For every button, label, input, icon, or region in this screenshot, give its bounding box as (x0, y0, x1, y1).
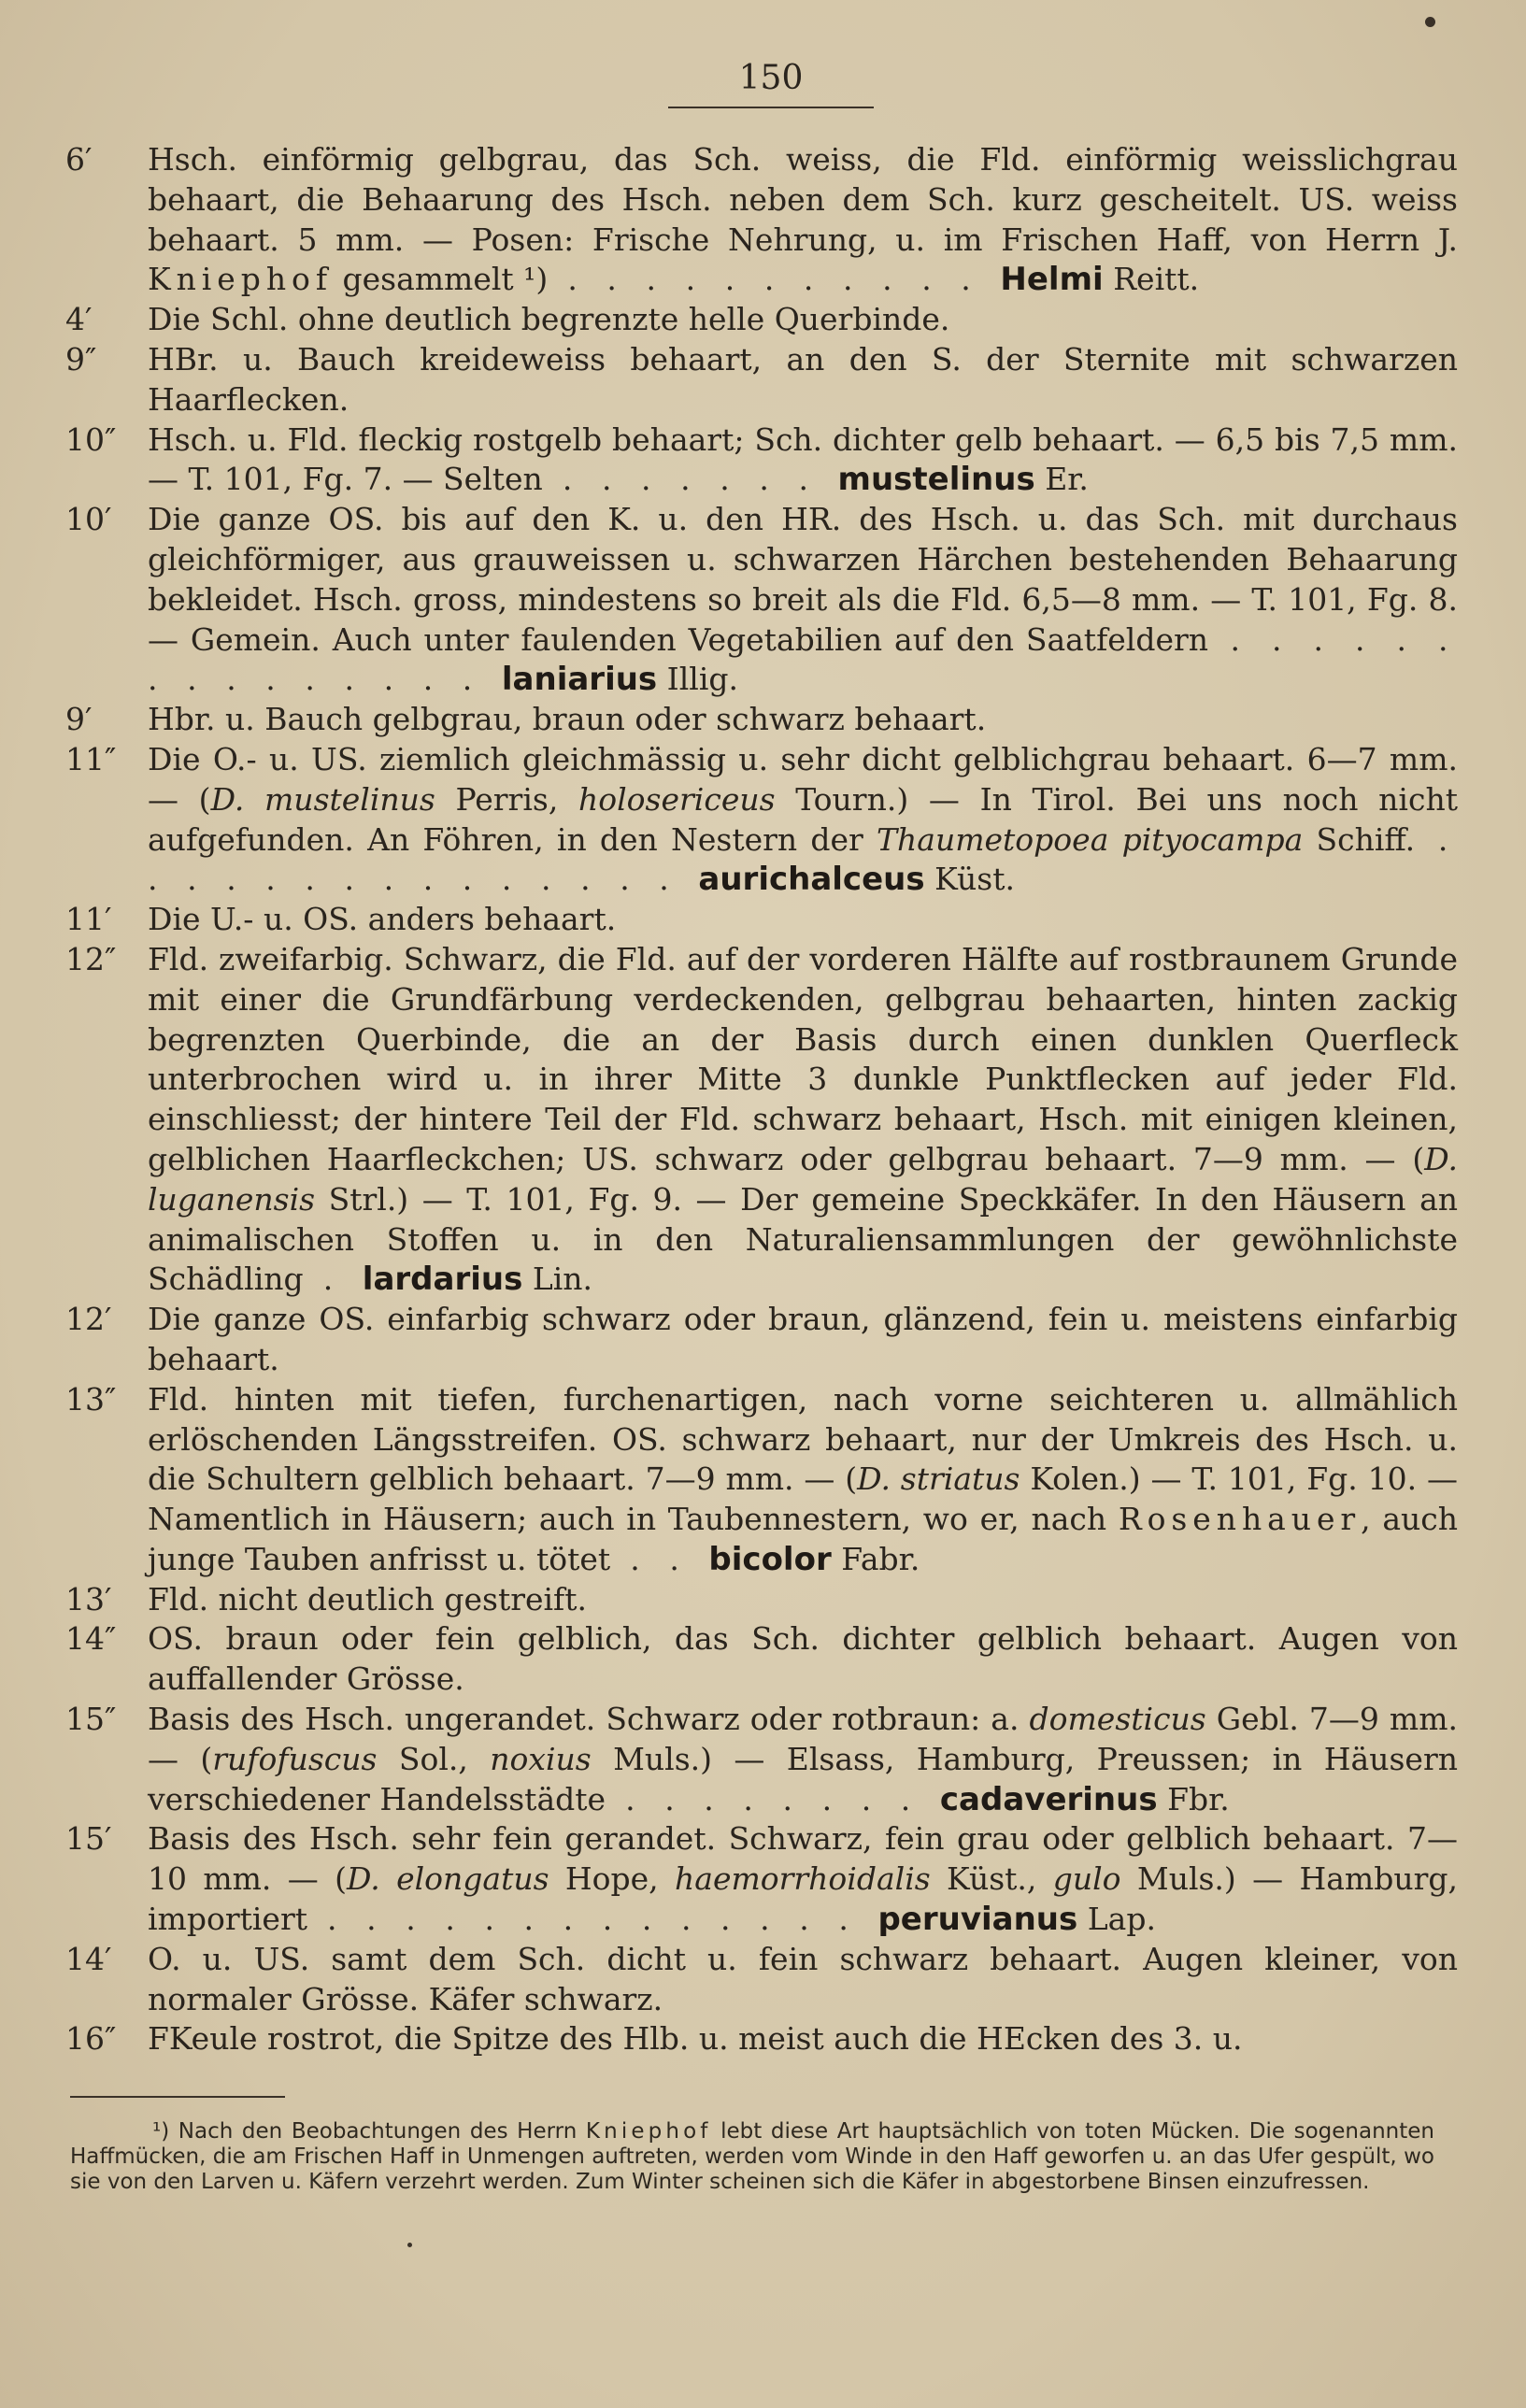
couplet-number: 12′ (65, 1301, 112, 1338)
key-entry (65, 1619, 1458, 1700)
entry-text-cont: Sol., (377, 1740, 491, 1777)
entry-text-cont: Schiff. (1303, 820, 1416, 858)
key-entry (65, 420, 1458, 501)
couplet-number: 10′ (65, 501, 112, 538)
entry-text: HBr. u. Bauch kreideweiss behaart, an den S. der Sternite mit schwarzen Haarflecken. (148, 340, 1458, 418)
species-author: Küst. (934, 861, 1015, 898)
key-entry (65, 1940, 1458, 2020)
entry-text: Die O.- u. US. ziemlich gleichmässig u. sehr dicht gelblichgrau behaart. 6—7 mm. — ( (148, 740, 1458, 818)
leader-dots: . . . . . . . . . . . . . . (307, 1901, 878, 1938)
collector-name: Rosenhauer (1118, 1501, 1362, 1538)
couplet-number: 10″ (65, 420, 117, 458)
species-name: cadaverinus (939, 1780, 1158, 1818)
species-name: bicolor (708, 1540, 832, 1578)
couplet-number: 11″ (65, 740, 117, 777)
entry-text-cont: Muls.) — Elsass, Hamburg, Preussen; in Häusern verschiedener Handelsstädte (148, 1740, 1458, 1817)
key-entry (65, 500, 1458, 700)
species-name: mustelinus (837, 461, 1035, 499)
entry-text: Die ganze OS. einfarbig schwarz oder braun, glänzend, fein u. meistens einfarbig behaart. (148, 1301, 1458, 1377)
species-name: peruvianus (877, 1901, 1078, 1939)
leader-dots: . (303, 1261, 363, 1298)
species-author: Reitt. (1113, 261, 1200, 298)
key-entry (65, 340, 1458, 420)
footnote-mark: ¹) (152, 2119, 170, 2144)
couplet-number: 6′ (65, 141, 93, 178)
entry-text: Fld. hinten mit tiefen, furchenartigen, nach vorne seichteren u. allmählich erlöschenden Längsstreifen. OS. schwarz behaart, nur der Umkreis des Hsch. u. die Schultern gelblich behaart. 7—9 mm. — ( (148, 1380, 1458, 1498)
entry-text-cont: Küst., (930, 1860, 1053, 1898)
leader-dots: . . . . . . . . . . . (548, 261, 1001, 298)
key-entry (65, 940, 1458, 1300)
entry-text-cont: Kolen.) — T. 101, Fg. 10. — Namentlich in Häusern; auch in Taubennestern, wo er, nach (148, 1460, 1458, 1538)
species-author: Er. (1045, 461, 1089, 498)
species-author: Fabr. (841, 1540, 920, 1577)
paper-speck (407, 2243, 412, 2247)
entry-text: FKeule rostrot, die Spitze des Hlb. u. meist auch die HEcken des 3. u. (148, 2020, 1243, 2058)
couplet-number: 13′ (65, 1580, 112, 1617)
species-author: Illig. (666, 661, 738, 698)
couplet-number: 11′ (65, 901, 112, 938)
key-entry (65, 300, 1458, 340)
key-entry (65, 740, 1458, 900)
entry-text: OS. braun oder fein gelblich, das Sch. dichter gelblich behaart. Augen von auffallender Grösse. (148, 1620, 1458, 1698)
synonym-name: gulo (1052, 1860, 1121, 1898)
entry-text: Fld. nicht deutlich gestreift. (148, 1580, 588, 1617)
key-entry (65, 1380, 1458, 1580)
page-number: 150 (668, 58, 874, 108)
entry-text-cont: , auch junge Tauben anfrisst u. tötet (148, 1501, 1458, 1577)
entry-text: Basis des Hsch. sehr fein gerandet. Schwarz, fein grau oder gelblich behaart. 7—10 mm. — ( (148, 1820, 1458, 1898)
entry-text-cont: Hope, (549, 1860, 676, 1898)
footnote-text-cont: lebt diese Art hauptsächlich von toten Mücken. Die sogenannten Haffmücken, die am Frischen Haff in Unmengen auftreten, werden vom Winde in den Haff geworfen u. an das Ufer gespült, wo sie von den Larven u. Käfern verzehrt werden. Zum Winter scheinen sich die Käfer in abgestorbene Binsen einzufressen. (70, 2119, 1434, 2194)
couplet-number: 15′ (65, 1820, 112, 1858)
entry-text-cont: Strl.) — T. 101, Fg. 9. — Der gemeine Speckkäfer. In den Häusern an animalischen Stoffen u. in den Naturaliensammlungen der gewöhnlichste Schädling (148, 1180, 1458, 1298)
leader-dots: . . . . . . . . . . . . . . . (148, 620, 1458, 698)
key-entry (65, 1819, 1458, 1939)
entry-text: Hbr. u. Bauch gelbgrau, braun oder schwarz behaart. (148, 701, 987, 738)
synonym-name: D. luganensis (148, 1140, 1458, 1218)
entry-text: Die ganze OS. bis auf den K. u. den HR. des Hsch. u. das Sch. mit durchaus gleichförmiger, aus grauweissen u. schwarzen Härchen bestehenden Behaarung bekleidet. Hsch. gross, mindestens so breit als die Fld. 6,5—8 mm. — T. 101, Fg. 8. — Gemein. Auch unter faulenden Vegetabilien auf den Saatfeldern (148, 501, 1458, 658)
key-entry (65, 1700, 1458, 1819)
species-name: Helmi (1000, 261, 1104, 299)
key-entry (65, 1300, 1458, 1380)
couplet-number: 15″ (65, 1701, 117, 1738)
species-author: Lin. (532, 1261, 593, 1298)
paper-speck (1425, 17, 1435, 27)
couplet-number: 9′ (65, 701, 93, 738)
couplet-number: 16″ (65, 2020, 117, 2058)
footnote-divider (70, 2096, 285, 2098)
entry-text-cont: gesammelt ¹) (332, 261, 549, 298)
leader-dots: . . . . . . . . . . . . . . . (148, 820, 1458, 898)
species-name: lardarius (362, 1261, 523, 1299)
couplet-number: 14″ (65, 1620, 117, 1658)
species-author: Fbr. (1167, 1780, 1230, 1817)
couplet-number: 4′ (65, 301, 93, 338)
entry-text: O. u. US. samt dem Sch. dicht u. fein schwarz behaart. Augen kleiner, von normaler Grösse. Käfer schwarz. (148, 1940, 1458, 2017)
form-name: domesticus (1029, 1701, 1206, 1738)
entry-text-cont: Tourn.) — In Tirol. Bei uns noch nicht aufgefunden. An Föhren, in den Nestern der (148, 780, 1458, 858)
leader-dots: . . (610, 1540, 709, 1577)
entry-text: Basis des Hsch. ungerandet. Schwarz oder rotbraun: a. (148, 1701, 1030, 1738)
synonym-name: D. elongatus (346, 1860, 549, 1898)
entry-text: Hsch. einförmig gelbgrau, das Sch. weiss, die Fld. einförmig weisslichgrau behaart, die Behaarung des Hsch. neben dem Sch. kurz gescheitelt. US. weiss behaart. 5 mm. — Posen: Frische Nehrung, u. im Frischen Haff, von Herrn J. (148, 141, 1458, 258)
couplet-number: 14′ (65, 1940, 112, 1977)
key-entry (65, 1580, 1458, 1620)
key-entry (65, 2019, 1458, 2059)
synonym-name: noxius (490, 1740, 592, 1777)
entry-text: Hsch. u. Fld. fleckig rostgelb behaart; Sch. dichter gelb behaart. — 6,5 bis 7,5 mm. — T. 101, Fg. 7. — Selten (148, 420, 1458, 498)
species-name: aurichalceus (698, 861, 925, 899)
synonym-name: holosericeus (578, 780, 776, 818)
synonym-name: D. mustelinus (210, 780, 435, 818)
synonym-name: rufofuscus (212, 1740, 378, 1777)
couplet-number: 13″ (65, 1380, 117, 1418)
key-entry (65, 700, 1458, 740)
synonym-name: haemorrhoidalis (675, 1860, 931, 1898)
collector-name: Kniephof (148, 261, 333, 298)
species-author: Lap. (1087, 1901, 1156, 1938)
identification-key (65, 140, 1458, 2059)
entry-text-cont: Perris, (435, 780, 578, 818)
key-entry (65, 140, 1458, 300)
key-entry (65, 900, 1458, 940)
footnote (70, 2119, 1434, 2195)
couplet-number: 12″ (65, 940, 117, 977)
entry-text-cont: Gebl. 7—9 mm. — ( (148, 1701, 1458, 1777)
leader-dots: . . . . . . . . (606, 1780, 940, 1817)
couplet-number: 9″ (65, 340, 97, 378)
synonym-name: D. striatus (857, 1460, 1020, 1498)
entry-text: Die Schl. ohne deutlich begrenzte helle Querbinde. (148, 301, 950, 338)
leader-dots: . . . . . . . (542, 461, 838, 498)
host-species-name: Thaumetopoea pityocampa (877, 820, 1304, 858)
collector-name: Kniephof (585, 2119, 712, 2144)
footnote-text: Nach den Beobachtungen des Herrn (169, 2119, 586, 2144)
entry-text: Fld. zweifarbig. Schwarz, die Fld. auf der vorderen Hälfte auf rostbraunem Grunde mit einer die Grundfärbung verdeckenden, gelbgrau behaarten, hinten zackig begrenzten Querbinde, die an der Basis durch einen dunklen Querfleck unterbrochen wird u. in ihrer Mitte 3 dunkle Punktflecken auf jeder Fld. einschliesst; der hintere Teil der Fld. schwarz behaart, Hsch. mit einigen kleinen, gelblichen Haarfleckchen; US. schwarz oder gelbgrau behaart. 7—9 mm. — ( (148, 940, 1458, 1177)
entry-text: Die U.- u. OS. anders behaart. (148, 901, 617, 938)
species-name: laniarius (501, 661, 658, 699)
entry-text-cont: Muls.) — Hamburg, importiert (148, 1860, 1458, 1938)
